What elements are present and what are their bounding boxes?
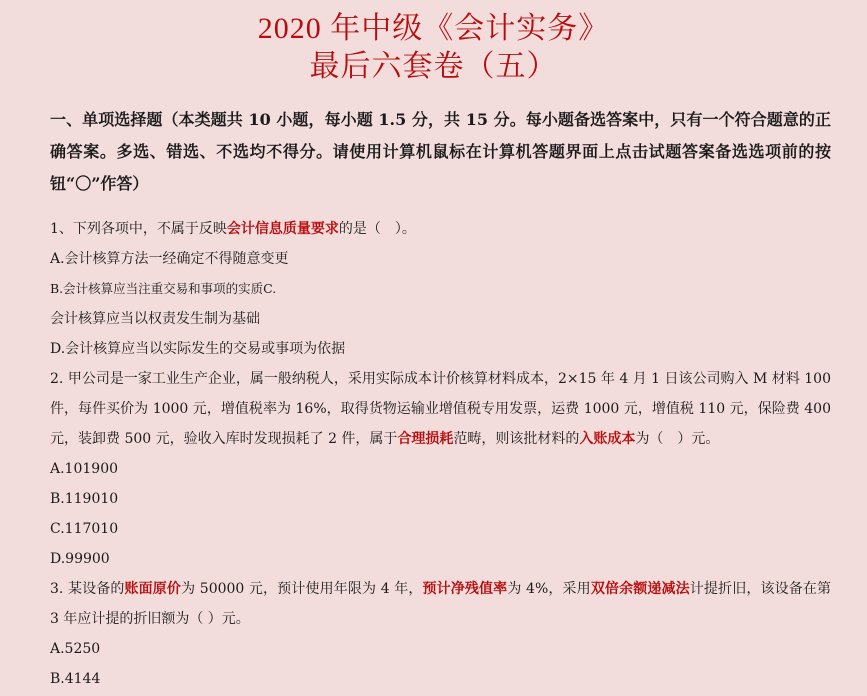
q3-highlight-1: 账面原价 [124,581,182,597]
q3-text-2: 为 50000 元，预计使用年限为 4 年， [181,581,423,597]
q1-option-d: D.会计核算应当以实际发生的交易或事项为依据 [50,341,346,357]
q2-highlight-1: 合理损耗 [397,431,454,447]
section-instructions: 一、单项选择题（本类题共 10 小题，每小题 1.5 分，共 15 分。每小题备选答案中，只有一个符合题意的正确答案。多选、错选、不选均不得分。请使用计算机鼠标在计算机答题界面上点击试题答案备选选项前的按钮“〇”作答） [50,110,831,193]
q3-highlight-3: 双倍余额递减法 [590,581,690,597]
q2-option-d: D.99900 [50,551,110,567]
q3-text-4: 计提折旧，该设备在第 3 年应计提的折旧额为（ ）元。 [50,581,832,627]
q1-text-pre: 1、下列各项中，不属于反映 [50,221,227,237]
q3-text-3: 为 4%，采用 [507,581,591,597]
q3-highlight-2: 预计净残值率 [422,581,508,597]
q2-text-2: 范畴，则该批材料的 [453,431,580,447]
doc-title: 2020 年中级《会计实务》 [257,12,610,45]
q1-option-c: 会计核算应当以权责发生制为基础 [50,311,260,327]
q1-option-a: A.会计核算方法一经确定不得随意变更 [50,251,289,267]
q3-option-b: B.4144 [50,671,101,687]
q2-text-3: 为（ ）元。 [635,431,720,447]
q2-option-c: C.117010 [50,521,119,537]
doc-subtitle: 最后六套卷（五） [309,50,558,83]
q2-option-a: A.101900 [50,461,119,477]
q2-option-b: B.119010 [50,491,119,507]
q1-option-b: B.会计核算应当注重交易和事项的实质C. [50,281,277,296]
question-2-stem [50,364,831,454]
q1-text-post: 的是（ ）。 [338,221,416,237]
q2-text-1: 2. 甲公司是一家工业生产企业，属一般纳税人，采用实际成本计价核算材料成本，2×15 年 4 月 1 日该公司购入 M 材料 100 件，每件买价为 1000 元，增值税率为 16%，取得货物运输业增值税专用发票，运费 1000 元，增值税 110 元，保险费 400 元，装卸费 500 元，验收入库时发现损耗了 2 件，属于 [50,371,831,447]
q1-highlight: 会计信息质量要求 [226,221,339,237]
question-1-stem [50,214,831,244]
q3-option-a: A.5250 [50,641,101,657]
question-3-stem [50,574,831,634]
q2-highlight-2: 入账成本 [579,431,636,447]
questions [50,200,831,694]
q3-text-1: 3. 某设备的 [50,581,125,597]
